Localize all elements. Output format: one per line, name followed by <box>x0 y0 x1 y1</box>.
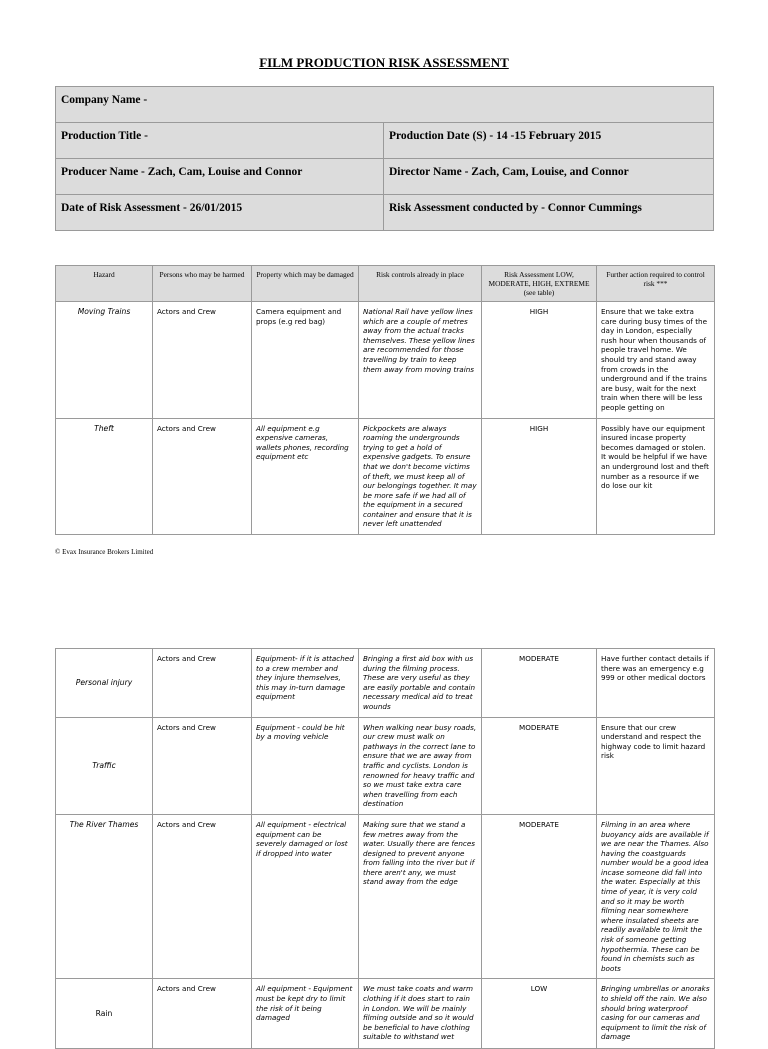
persons-cell: Actors and Crew <box>153 649 252 718</box>
property-cell: All equipment - Equipment must be kept dry to limit the risk of it being damaged <box>252 979 359 1049</box>
action-cell: Ensure that our crew understand and respect the highway code to limit hazard risk <box>597 717 715 814</box>
persons-cell: Actors and Crew <box>153 302 252 419</box>
assessment-conducted-by: Risk Assessment conducted by - Connor Cummings <box>384 195 714 231</box>
property-cell: All equipment e.g expensive cameras, wallets phones, recording equipment etc <box>252 418 359 535</box>
risk-table-2 <box>55 648 715 1049</box>
hazard-cell: Moving Trains <box>56 302 153 419</box>
header-persons: Persons who may be harmed <box>153 266 252 302</box>
property-cell: Equipment - could be hit by a moving vehicle <box>252 717 359 814</box>
persons-cell: Actors and Crew <box>153 418 252 535</box>
table-row <box>56 717 715 814</box>
persons-cell: Actors and Crew <box>153 979 252 1049</box>
property-cell: Equipment- if it is attached to a crew member and they injure themselves, this may in-turn damage equipment <box>252 649 359 718</box>
hazard-cell: The River Thames <box>56 814 153 979</box>
risk-level-cell: LOW <box>482 979 597 1049</box>
risk-level-cell: HIGH <box>482 418 597 535</box>
controls-cell: When walking near busy roads, our crew must walk on pathways in the correct lane to ensure that we are away from traffic and cyclists. London is renowned for heavy traffic and so we must take extra care when travelling from each destination <box>359 717 482 814</box>
table-row <box>56 979 715 1049</box>
header-controls: Risk controls already in place <box>359 266 482 302</box>
risk-level-cell: MODERATE <box>482 717 597 814</box>
controls-cell: Pickpockets are always roaming the undergrounds trying to get a hold of expensive gadgets. To ensure that we don't become victims of theft, we must keep all of our belongings together. It may be more safe if we had all of the equipment in a secured container and ensure that it is never left unattended <box>359 418 482 535</box>
production-info-table <box>55 86 714 231</box>
risk-level-cell: MODERATE <box>482 649 597 718</box>
controls-cell: National Rail have yellow lines which are a couple of metres away from the actual tracks themselves. These yellow lines are recommended for those travelling by train to keep them away from moving trains <box>359 302 482 419</box>
header-property: Property which may be damaged <box>252 266 359 302</box>
table-row <box>56 649 715 718</box>
table-header-row <box>56 266 715 302</box>
persons-cell: Actors and Crew <box>153 717 252 814</box>
copyright-footer: © Evax Insurance Brokers Limited <box>55 548 154 556</box>
company-name: Company Name - <box>56 87 714 123</box>
production-date: Production Date (S) - 14 -15 February 2015 <box>384 123 714 159</box>
director-name: Director Name - Zach, Cam, Louise, and Connor <box>384 159 714 195</box>
hazard-cell: Theft <box>56 418 153 535</box>
action-cell: Possibly have our equipment insured incase property becomes damaged or stolen. It would be helpful if we have an underground lost and theft number as a resource if we do lose our kit <box>597 418 715 535</box>
action-cell: Bringing umbrellas or anoraks to shield off the rain. We also should bring waterproof casing for our cameras and equipment to limit the risk of damage <box>597 979 715 1049</box>
persons-cell: Actors and Crew <box>153 814 252 979</box>
risk-level-cell: MODERATE <box>482 814 597 979</box>
action-cell: Filming in an area where buoyancy aids are available if we are near the Thames. Also having the coastguards number would be a good idea incase someone did fall into the water. Especially at this time of year, it is very cold and so it may be worth filming near somewhere where insulated sheets are readily available to limit the risk of someone getting hypothermia. These can be found in chemists such as boots <box>597 814 715 979</box>
header-hazard: Hazard <box>56 266 153 302</box>
risk-table-1 <box>55 265 715 535</box>
action-cell: Ensure that we take extra care during busy times of the day in London, especially rush hour when thousands of people travel home. We should try and stand away from crowds in the underground and if the trains are busy, wait for the next train when there will be less people getting on <box>597 302 715 419</box>
table-row <box>56 418 715 535</box>
header-further-action: Further action required to control risk *** <box>597 266 715 302</box>
producer-name: Producer Name - Zach, Cam, Louise and Connor <box>56 159 384 195</box>
hazard-cell: Rain <box>56 979 153 1049</box>
controls-cell: Making sure that we stand a few metres away from the water. Usually there are fences designed to prevent anyone from falling into the river but if there aren't any, we must stand away from the edge <box>359 814 482 979</box>
property-cell: All equipment - electrical equipment can be severely damaged or lost if dropped into water <box>252 814 359 979</box>
risk-level-cell: HIGH <box>482 302 597 419</box>
hazard-cell: Traffic <box>56 717 153 814</box>
hazard-cell: Personal injury <box>56 649 153 718</box>
table-row <box>56 814 715 979</box>
header-risk-level: Risk Assessment LOW, MODERATE, HIGH, EXTREME (see table) <box>482 266 597 302</box>
property-cell: Camera equipment and props (e.g red bag) <box>252 302 359 419</box>
risk-assessment-date: Date of Risk Assessment - 26/01/2015 <box>56 195 384 231</box>
production-title: Production Title - <box>56 123 384 159</box>
controls-cell: We must take coats and warm clothing if it does start to rain in London. We will be mainly filming outside and so it would be beneficial to have clothing suitable to withstand wet <box>359 979 482 1049</box>
controls-cell: Bringing a first aid box with us during the filming process. These are very useful as they are easily portable and contain necessary medical aid to treat wounds <box>359 649 482 718</box>
document-title: FILM PRODUCTION RISK ASSESSMENT <box>259 55 509 70</box>
action-cell: Have further contact details if there was an emergency e.g 999 or other medical doctors <box>597 649 715 718</box>
table-row <box>56 302 715 419</box>
